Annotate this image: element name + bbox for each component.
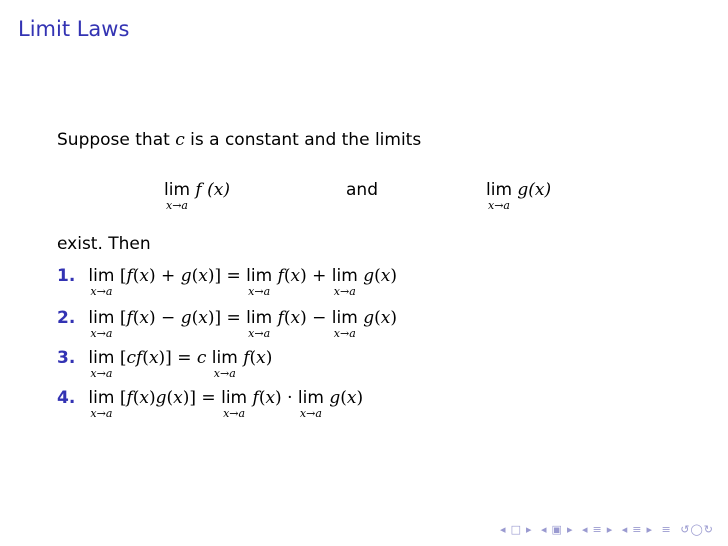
law-number: 3.: [57, 348, 76, 368]
lim-operator: lim x→a: [297, 388, 324, 420]
lim-operator: lim x→a: [246, 308, 273, 340]
exist-then: exist. Then: [57, 234, 151, 254]
law-1: 1. lim x→a [f(x) + g(x)] = lim x→a f(x) + lim x→a g(x): [57, 266, 397, 298]
law-number: 1.: [57, 266, 76, 286]
nav-next-frame-icon[interactable]: ▸: [525, 523, 533, 536]
limit-f-expr: f (x): [195, 180, 230, 200]
nav-prev-subsection-icon[interactable]: ◂: [541, 523, 548, 536]
intro-var-c: c: [175, 130, 185, 150]
display-limit-g: [486, 180, 552, 212]
lim-operator: lim x→a: [331, 266, 358, 298]
nav-next-section-icon[interactable]: ▸: [606, 523, 614, 536]
nav-prev-section-icon[interactable]: ◂: [581, 523, 589, 536]
lim-operator: lim x→a: [331, 308, 358, 340]
lim-operator: lim x→a: [246, 266, 273, 298]
law-number: 4.: [57, 388, 76, 408]
and-word: and: [346, 180, 378, 200]
lim-operator: lim x→a: [221, 388, 248, 420]
nav-prev-frame-icon[interactable]: □: [510, 523, 522, 536]
intro-before: Suppose that: [57, 130, 176, 150]
nav-search-icon[interactable]: ↺◯↻: [680, 523, 714, 536]
lim-operator: lim x→a: [88, 308, 115, 340]
nav-align-icon[interactable]: ≡: [661, 523, 672, 536]
intro-line: [57, 130, 421, 150]
lim-operator: lim x→a: [211, 348, 238, 380]
nav-section-icon[interactable]: ≡: [592, 523, 603, 536]
nav-frame-icon[interactable]: ▣: [551, 523, 563, 536]
nav-doc-prev-icon[interactable]: ◂: [621, 523, 629, 536]
lim-operator: lim x→a: [164, 180, 191, 212]
nav-next-subsection-icon[interactable]: ▸: [566, 523, 574, 536]
lim-operator: lim x→a: [486, 180, 513, 212]
beamer-navigation-bar: [496, 523, 714, 536]
law-number: 2.: [57, 308, 76, 328]
lim-operator: lim x→a: [88, 388, 115, 420]
display-limit-f: [164, 180, 230, 212]
nav-doc-next-icon[interactable]: ▸: [646, 523, 654, 536]
law-2: 2. lim x→a [f(x) − g(x)] = lim x→a f(x) − lim x→a g(x): [57, 308, 397, 340]
lim-operator: lim x→a: [88, 266, 115, 298]
law-3: 3. lim x→a [cf(x)] = c lim x→a f(x): [57, 348, 273, 380]
law-4: 4. lim x→a [f(x)g(x)] = lim x→a f(x) · lim x→a g(x): [57, 388, 364, 420]
frame-title: Limit Laws: [18, 17, 130, 41]
nav-first-icon[interactable]: ◂: [500, 523, 507, 536]
lim-operator: lim x→a: [88, 348, 115, 380]
limit-g-expr: g(x): [517, 180, 552, 200]
nav-doc-icon[interactable]: ≡: [632, 523, 643, 536]
intro-after: is a constant and the limits: [184, 130, 422, 150]
